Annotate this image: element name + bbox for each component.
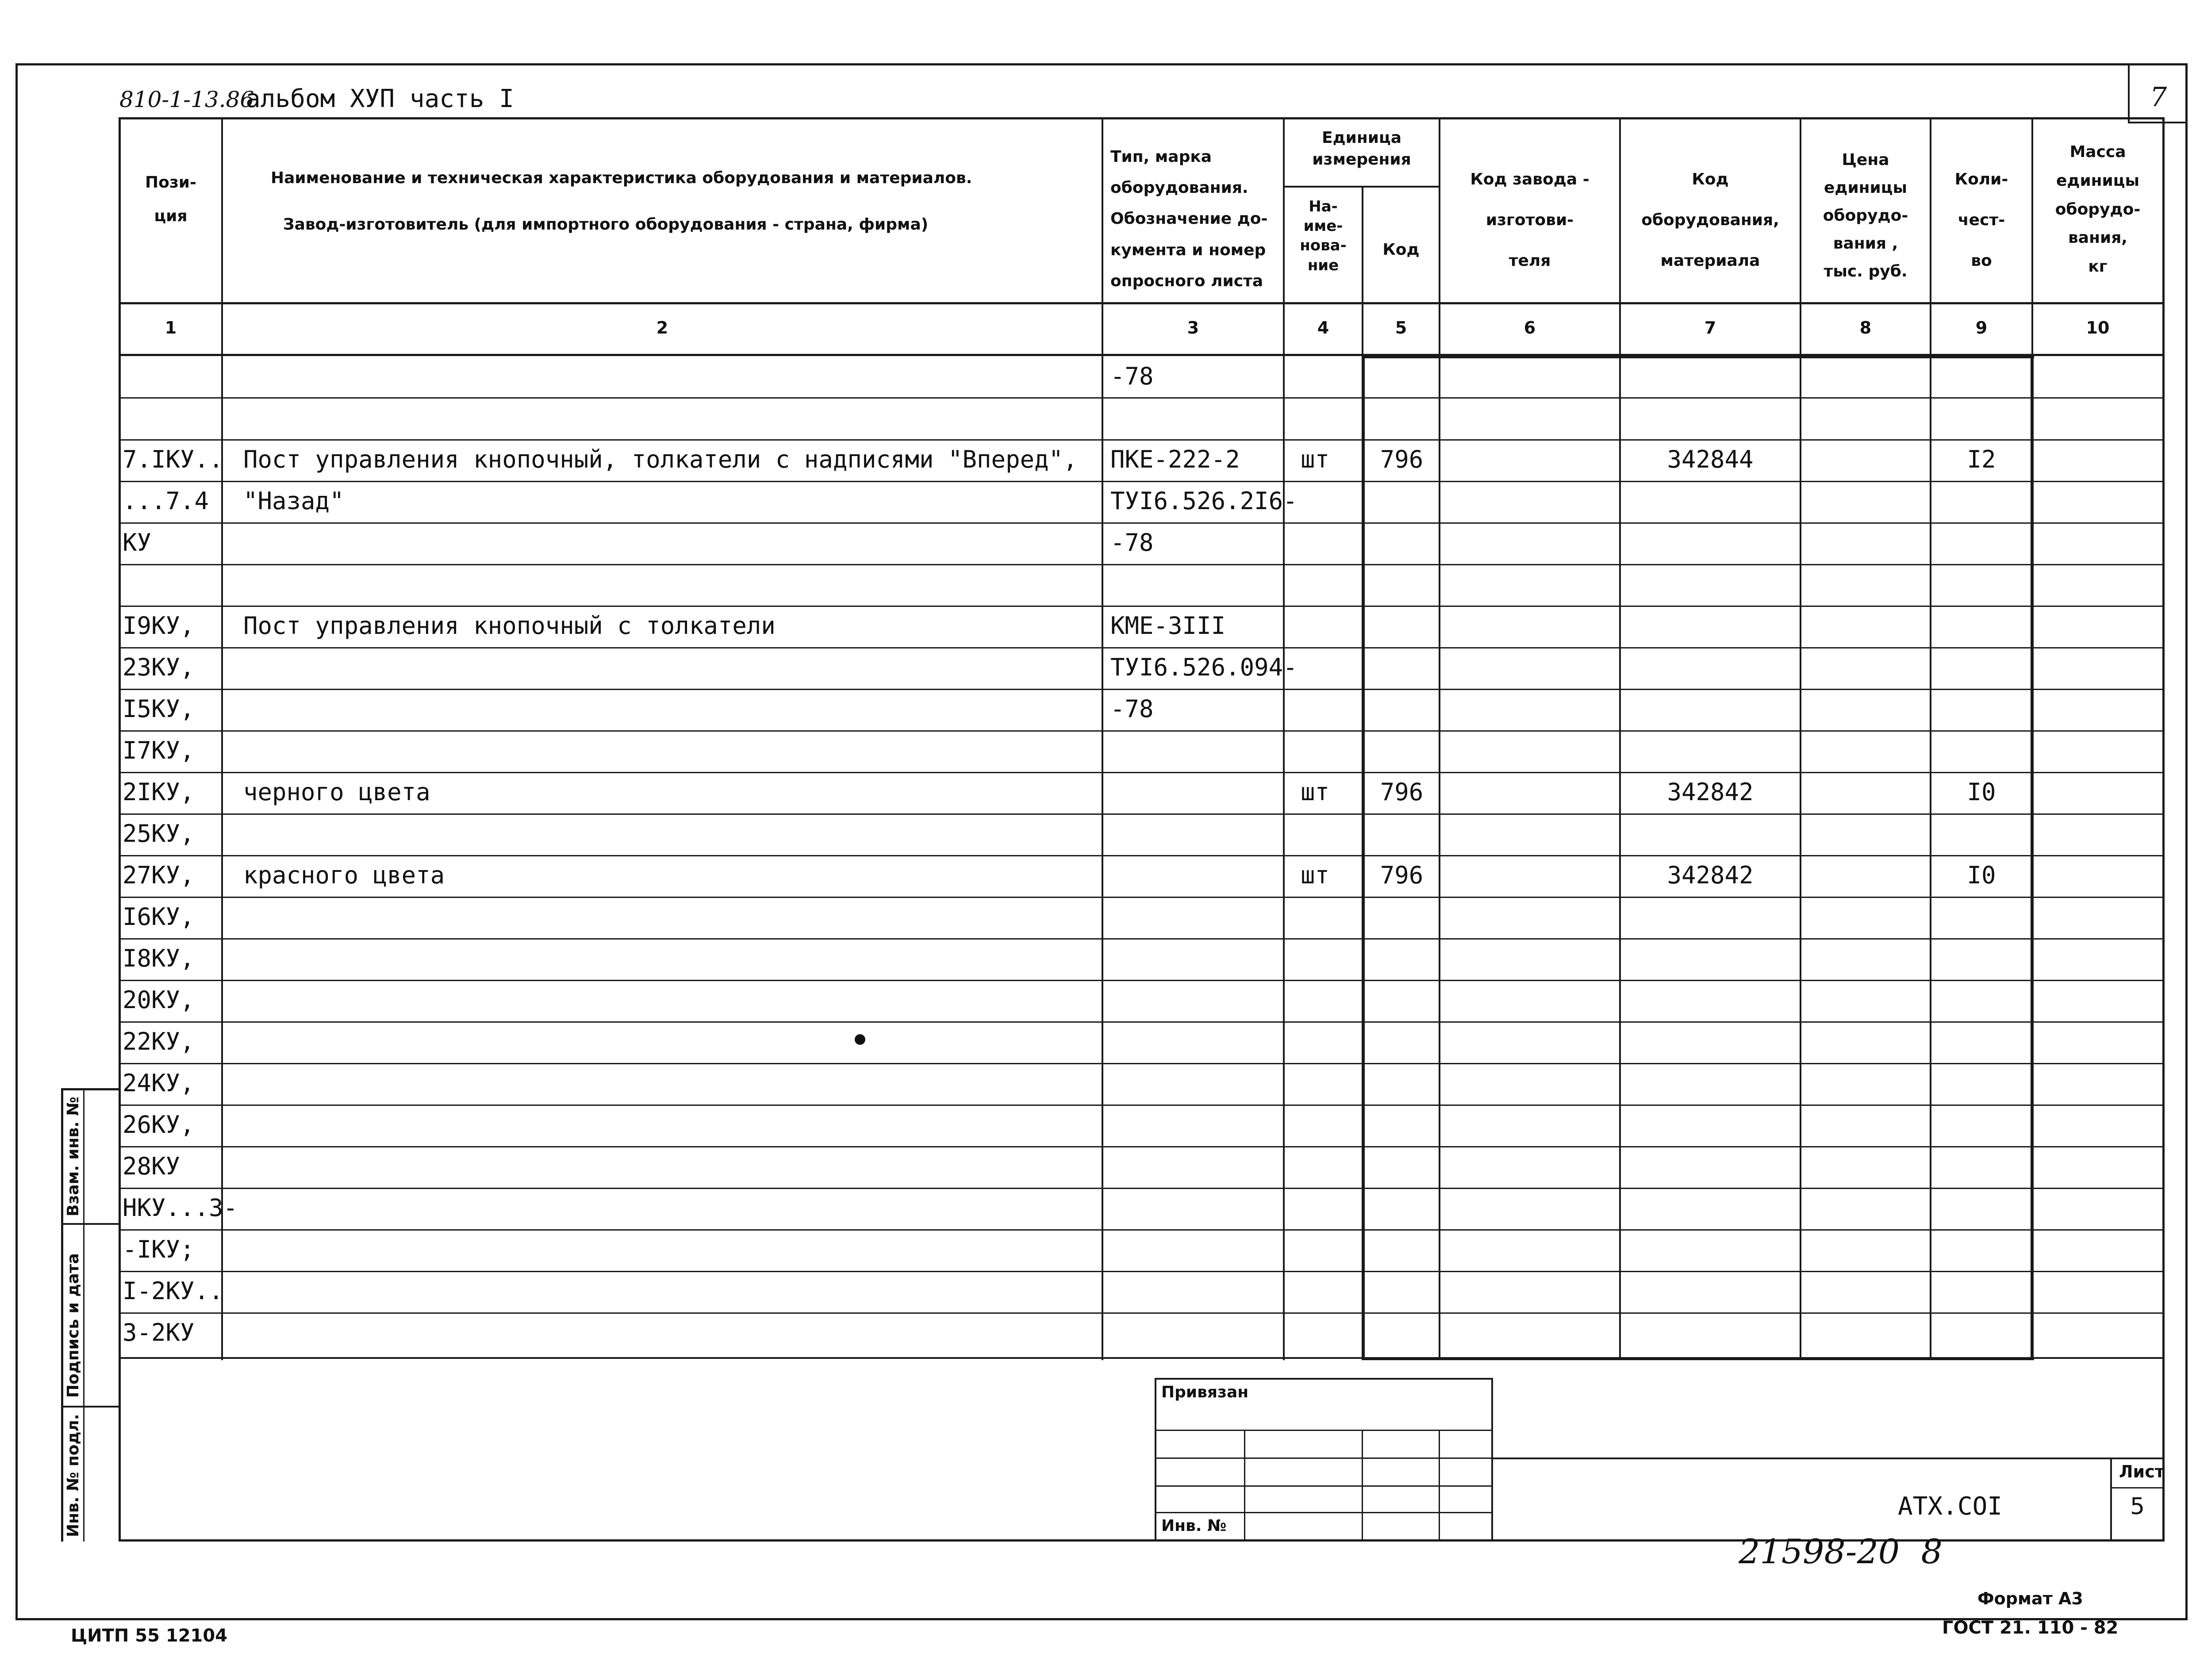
col-number-3: 3 [1187, 318, 1199, 338]
row-line [119, 1188, 2165, 1189]
unit-subheader-line [1283, 186, 1439, 188]
col-line-1 [221, 117, 223, 1360]
header-unit-code: Код [1382, 241, 1420, 259]
header-name-line1: Наименование и техническая характеристика оборудования и материалов. [271, 169, 972, 187]
col-line-8 [1930, 117, 1931, 1360]
cell-pos: НКУ...3- [123, 1194, 238, 1222]
format-label: Формат А3 [1977, 1589, 2083, 1608]
stamp-line [1155, 1430, 1493, 1431]
stamp-line [1155, 1512, 1493, 1513]
cell-pos: I-2КУ.. [123, 1277, 223, 1305]
stamp-col [1244, 1430, 1245, 1542]
cell-name: Пост управления кнопочный, толкатели с надписями "Вперед", [243, 445, 1078, 473]
drawing-code: 810-1-13.86 [119, 87, 254, 112]
col-line-7 [1800, 117, 1801, 1360]
stamp-col [1362, 1430, 1363, 1542]
body-bottom-line [119, 1357, 2165, 1359]
cell-pos: 24КУ, [123, 1069, 195, 1097]
row-line [119, 1021, 2165, 1023]
header-price: Цена единицы оборудо- вания , тыс. руб. [1823, 151, 1908, 280]
header-mass: Масса единицы оборудо- вания, кг [2055, 143, 2141, 276]
sheet-box-left [2110, 1458, 2112, 1542]
cell-name: красного цвета [243, 861, 445, 889]
cell-unit: шт [1301, 861, 1330, 889]
header-separator [119, 302, 2165, 304]
side-label-vzam: Взам. инв. № [64, 1097, 82, 1216]
cell-pos: 23КУ, [123, 653, 195, 681]
title-block-top [1493, 1458, 2165, 1459]
cell-pos: 7.IКУ.. [123, 445, 223, 473]
col-number-6: 6 [1524, 318, 1536, 338]
row-line [119, 855, 2165, 856]
row-line [119, 606, 2165, 607]
bold-box-left [1362, 355, 1365, 1360]
header-name-line2: Завод-изготовитель (для импортного оборудования - страна, фирма) [283, 215, 929, 234]
cell-code: 796 [1380, 861, 1424, 889]
side-strip-div2 [61, 1406, 121, 1408]
header-type: Тип, марка оборудования. Обозначение до- кумента и номер опросного листа [1110, 148, 1268, 290]
row-line [119, 1105, 2165, 1106]
cell-unit: шт [1301, 445, 1330, 473]
cell-cod7: 342844 [1667, 445, 1754, 473]
side-strip-div1 [61, 1223, 121, 1225]
cell-code: 796 [1380, 778, 1424, 806]
cell-unit: шт [1301, 778, 1330, 806]
stamp-line [1155, 1458, 1493, 1459]
stamp-box-left [1155, 1378, 1156, 1542]
side-strip-left [61, 1088, 63, 1542]
cell-pos: КУ [123, 529, 152, 556]
cell-qty: I0 [1967, 861, 1996, 889]
ink-dot [855, 1034, 865, 1045]
table-top [119, 117, 2165, 119]
stamp-col [1439, 1430, 1440, 1542]
cell-code: 796 [1380, 445, 1424, 473]
gost-label: ГОСТ 21. 110 - 82 [1942, 1618, 2119, 1638]
stamp-box-top [1155, 1378, 1493, 1380]
col-line-5 [1439, 117, 1440, 1360]
side-strip-mid [83, 1088, 84, 1542]
cell-type: ПКЕ-222-2 [1110, 445, 1240, 473]
cell-pos: I7КУ, [123, 736, 195, 764]
stamp-privyazan: Привязан [1161, 1383, 1249, 1401]
cell-pos: I9КУ, [123, 612, 195, 640]
cell-pos: 3-2КУ [123, 1319, 195, 1346]
row-line [119, 1063, 2165, 1064]
cell-name: черного цвета [243, 778, 430, 806]
header-quantity: Коли- чест- во [1954, 170, 2008, 270]
cell-pos: 28КУ [123, 1152, 180, 1180]
row-line [119, 689, 2165, 690]
outer-frame-bottom [15, 1618, 2188, 1620]
col-number-5: 5 [1395, 318, 1407, 338]
row-line [119, 1146, 2165, 1147]
cell-pos: 27КУ, [123, 861, 195, 889]
handwritten-number: 21598-20 8 [1739, 1532, 1943, 1571]
header-equip-code: Код оборудования, материала [1641, 170, 1779, 270]
cell-pos: 2IКУ, [123, 778, 195, 806]
cell-cod7: 342842 [1667, 778, 1754, 806]
stamp-box-right [1491, 1378, 1493, 1542]
sheet-corner-number: 7 [2150, 82, 2167, 113]
cell-pos: ...7.4 [123, 487, 209, 515]
cell-pos: 22КУ, [123, 1028, 195, 1055]
cell-type: -78 [1110, 362, 1154, 390]
col-line-3 [1283, 117, 1285, 1360]
row-line [119, 938, 2165, 940]
side-label-podpis: Подпись и дата [64, 1253, 82, 1398]
cell-pos: 26КУ, [123, 1111, 195, 1139]
sheet-box-mid [2110, 1487, 2165, 1488]
stamp-inv-no: Инв. № [1161, 1517, 1227, 1535]
header-plant-code: Код завода - изготови- теля [1470, 170, 1589, 270]
header-position: Пози- ция [145, 173, 196, 225]
bold-box-right [2031, 355, 2034, 1360]
cell-name: Пост управления кнопочный с толкатели [243, 612, 776, 640]
bold-box-top [1362, 355, 2034, 358]
cell-qty: I2 [1967, 445, 1996, 473]
col-number-1: 1 [165, 318, 177, 338]
row-line [119, 564, 2165, 565]
header-unit-name: На- име- нова- ние [1300, 198, 1347, 274]
row-line [119, 1271, 2165, 1272]
cell-pos: I8КУ, [123, 944, 195, 972]
col-number-8: 8 [1859, 318, 1872, 338]
sheet-label: Лист [2119, 1462, 2165, 1481]
side-label-inv: Инв. № подл. [64, 1414, 82, 1537]
outer-frame-top [15, 63, 2188, 65]
cell-pos: 20КУ, [123, 986, 195, 1014]
col-number-4: 4 [1317, 318, 1329, 338]
stamp-line [1155, 1485, 1493, 1487]
row-line [119, 439, 2165, 441]
cell-pos: I5КУ, [123, 695, 195, 723]
row-line [119, 772, 2165, 773]
sheet-number: 5 [2130, 1493, 2145, 1520]
cell-cod7: 342842 [1667, 861, 1754, 889]
corner-box-bottom [2128, 122, 2188, 123]
col-number-2: 2 [656, 318, 668, 338]
cell-type: ТУI6.526.094- [1110, 653, 1298, 681]
outer-frame-right [2185, 63, 2188, 1620]
row-line [119, 1312, 2165, 1314]
row-line [119, 1229, 2165, 1231]
cell-pos: -IКУ; [123, 1235, 195, 1263]
row-line [119, 522, 2165, 524]
row-line [119, 647, 2165, 648]
row-line [119, 397, 2165, 399]
cell-pos: 25КУ, [123, 820, 195, 848]
table-right [2162, 117, 2165, 1542]
col-number-7: 7 [1704, 318, 1716, 338]
cell-name: "Назад" [243, 487, 344, 515]
cell-pos: I6КУ, [123, 903, 195, 931]
row-line [119, 730, 2165, 732]
cell-type: ТУI6.526.2I6- [1110, 487, 1298, 515]
cell-type: КМЕ-3III [1110, 612, 1226, 640]
row-line [119, 897, 2165, 898]
album-title: альбом ХУП часть I [246, 84, 514, 113]
row-line [119, 980, 2165, 981]
col-line-2 [1102, 117, 1103, 1360]
cell-qty: I0 [1967, 778, 1996, 806]
col-number-9: 9 [1975, 318, 1988, 338]
cell-type: -78 [1110, 529, 1154, 556]
row-line [119, 813, 2165, 815]
row-line [119, 481, 2165, 482]
col-number-10: 10 [2086, 318, 2110, 338]
outer-frame-left [15, 63, 18, 1620]
col-line-6 [1619, 117, 1621, 1360]
tsitp-label: ЦИТП 55 12104 [71, 1626, 228, 1646]
cell-type: -78 [1110, 695, 1154, 723]
header-unit: Единица измерения [1312, 129, 1411, 169]
corner-box-left [2128, 63, 2130, 123]
side-strip-top [61, 1088, 121, 1090]
document-code: АТХ.СОI [1898, 1492, 2003, 1521]
